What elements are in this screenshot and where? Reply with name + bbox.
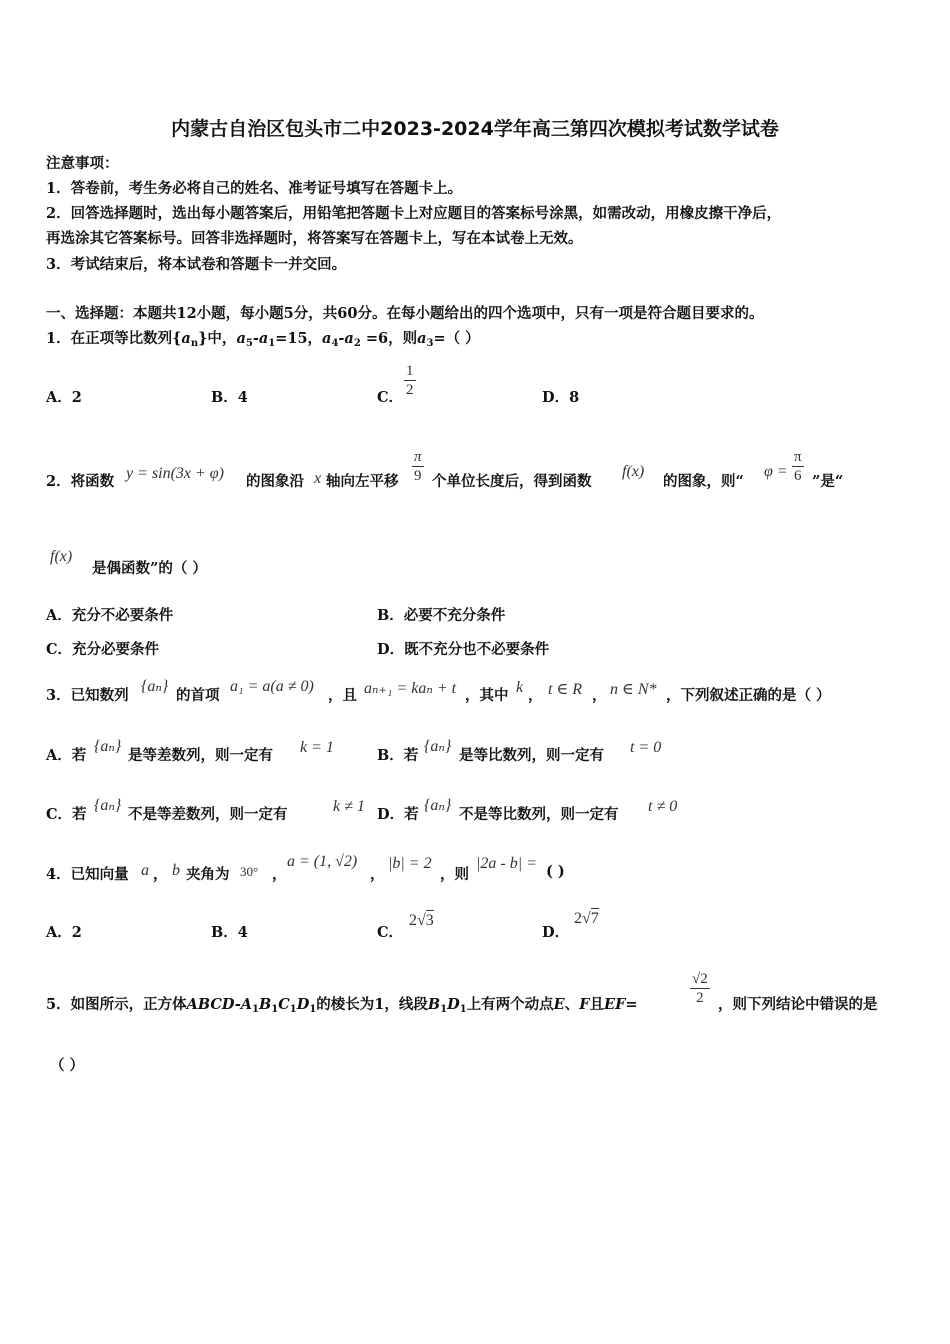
q3-option-b-prefix: B．若 bbox=[377, 747, 419, 764]
q2-x: x bbox=[314, 470, 322, 487]
q3-option-d-text: 不是等比数列，则一定有 bbox=[459, 806, 619, 823]
q4-b: b bbox=[172, 862, 180, 879]
q2-text-2: 轴向左平移 bbox=[326, 473, 399, 490]
q3-option-b-eq: t = 0 bbox=[630, 739, 662, 756]
q4-b-norm: |b| = 2 bbox=[388, 855, 432, 872]
q4-text-5: ，则 bbox=[440, 866, 469, 883]
q3-text-2: ，且 bbox=[328, 687, 357, 704]
q3-option-c-text: 不是等差数列，则一定有 bbox=[128, 806, 288, 823]
q3-option-b-seq: {aₙ} bbox=[424, 738, 452, 755]
q1-option-c-label: C． bbox=[377, 389, 404, 406]
q2-fx: f(x) bbox=[622, 463, 645, 480]
q2-option-a: A．充分不必要条件 bbox=[46, 607, 174, 624]
q2-text-4: 的图象，则“ bbox=[663, 473, 744, 490]
q3-option-a-prefix: A．若 bbox=[46, 747, 87, 764]
q5-fraction: $\frac{√2}{2}$ bbox=[692, 971, 708, 1006]
q2-text-1: 的图象沿 bbox=[246, 473, 304, 490]
q4-text-6: ( ) bbox=[546, 863, 565, 880]
q3-k: k bbox=[516, 679, 524, 696]
q3-option-a-eq: k = 1 bbox=[300, 739, 334, 756]
q3-text-3: ，其中 bbox=[465, 687, 509, 704]
q2-function: y = sin(3x + φ) bbox=[126, 465, 224, 482]
q3-option-d-eq: t ≠ 0 bbox=[648, 798, 678, 815]
q3-option-a-text: 是等差数列，则一定有 bbox=[128, 747, 273, 764]
q2-option-c: C．充分必要条件 bbox=[46, 641, 160, 658]
q5-answer-paren: （ ） bbox=[50, 1057, 85, 1074]
q4-angle: 30° bbox=[240, 864, 259, 879]
q2-phi-fraction: $\frac{\pi}{6}$ bbox=[794, 449, 802, 484]
q3-option-b-text: 是等比数列，则一定有 bbox=[459, 747, 604, 764]
q2-text-5: ”是“ bbox=[812, 473, 844, 490]
notice-heading: 注意事项： bbox=[46, 155, 119, 172]
question-5: 5．如图所示，正方体ABCD-$A_1B_1C_1D_1$的棱长为1，线段$B_1D_1$上有两个动点E、F且EF= bbox=[46, 996, 638, 1015]
q1-option-c-fraction: $\frac{1}{2}$ bbox=[406, 363, 414, 398]
q3-option-d-seq: {aₙ} bbox=[424, 797, 452, 814]
q3-text-5: ， bbox=[592, 687, 607, 704]
q3-sequence: {aₙ} bbox=[141, 678, 169, 695]
q2-fx-2: f(x) bbox=[50, 548, 73, 565]
q1-option-a: A．2 bbox=[46, 389, 82, 406]
q1-option-b: B．4 bbox=[211, 389, 248, 406]
notice-item-2: 2．回答选择题时，选出每小题答案后，用铅笔把答题卡上对应题目的答案标号涂黑，如需改动，用橡皮擦干净后， bbox=[46, 205, 782, 222]
q4-text-1: ， bbox=[153, 866, 168, 883]
q4-option-d-label: D． bbox=[542, 924, 570, 941]
q2-text-3: 个单位长度后，得到函数 bbox=[432, 473, 592, 490]
q2-prefix: 2．将函数 bbox=[46, 473, 115, 490]
q3-option-c-seq: {aₙ} bbox=[94, 797, 122, 814]
q3-n: n ∈ N* bbox=[610, 681, 657, 698]
q4-a-vector: a = (1, √2) bbox=[287, 853, 358, 870]
q2-option-d: D．既不充分也不必要条件 bbox=[377, 641, 550, 658]
page-title: 内蒙古自治区包头市二中2023-2024学年高三第四次模拟考试数学试卷 bbox=[171, 118, 779, 140]
q4-prefix: 4．已知向量 bbox=[46, 866, 129, 883]
q5-text-end: ，则下列结论中错误的是 bbox=[718, 996, 878, 1013]
q3-t: t ∈ R bbox=[548, 681, 583, 698]
q3-option-c-eq: k ≠ 1 bbox=[333, 798, 365, 815]
q2-shift-fraction: $\frac{\pi}{9}$ bbox=[414, 449, 422, 484]
notice-item-3: 3．考试结束后，将本试卷和答题卡一并交回。 bbox=[46, 256, 347, 273]
question-1: 1．在正项等比数列$\{a_n\}$中，$a_5-a_1=15$，$a_4-a_2 =6$，则$a_3=$（ ） bbox=[46, 330, 480, 349]
q4-text-2: 夹角为 bbox=[186, 866, 230, 883]
q3-option-c-prefix: C．若 bbox=[46, 806, 87, 823]
notice-item-1: 1．答卷前，考生务必将自己的姓名、准考证号填写在答题卡上。 bbox=[46, 180, 463, 197]
q4-text-3: ， bbox=[272, 866, 287, 883]
q3-text-6: ，下列叙述正确的是（ ） bbox=[666, 687, 831, 704]
q3-text-1: 的首项 bbox=[176, 687, 220, 704]
q2-option-b: B．必要不充分条件 bbox=[377, 607, 506, 624]
q3-text-4: ， bbox=[528, 687, 543, 704]
q4-a: a bbox=[141, 862, 149, 879]
q3-first-term: a₁ = a(a ≠ 0) bbox=[230, 678, 314, 695]
q4-option-b: B．4 bbox=[211, 924, 248, 941]
section-heading: 一、选择题：本题共12小题，每小题5分，共60分。在每小题给出的四个选项中，只有一项是符合题目要求的。 bbox=[46, 305, 764, 322]
q4-text-4: ， bbox=[370, 866, 385, 883]
q1-option-d: D．8 bbox=[542, 389, 580, 406]
q4-option-a: A．2 bbox=[46, 924, 82, 941]
q2-text-6: 是偶函数”的（ ） bbox=[92, 560, 207, 577]
q4-option-d-value: 2√7 bbox=[574, 910, 599, 927]
q3-recurrence: aₙ₊₁ = kaₙ + t bbox=[364, 680, 457, 697]
notice-item-2-cont: 再选涂其它答案标号。回答非选择题时，将答案写在答题卡上，写在本试卷上无效。 bbox=[46, 230, 583, 247]
q4-option-c-label: C． bbox=[377, 924, 404, 941]
q3-option-a-seq: {aₙ} bbox=[94, 738, 122, 755]
q4-expression: |2a - b| = bbox=[476, 855, 537, 872]
q3-option-d-prefix: D．若 bbox=[377, 806, 419, 823]
q3-prefix: 3．已知数列 bbox=[46, 687, 129, 704]
q2-phi: φ = bbox=[764, 463, 788, 480]
q4-option-c-value: 2√3 bbox=[409, 912, 434, 929]
